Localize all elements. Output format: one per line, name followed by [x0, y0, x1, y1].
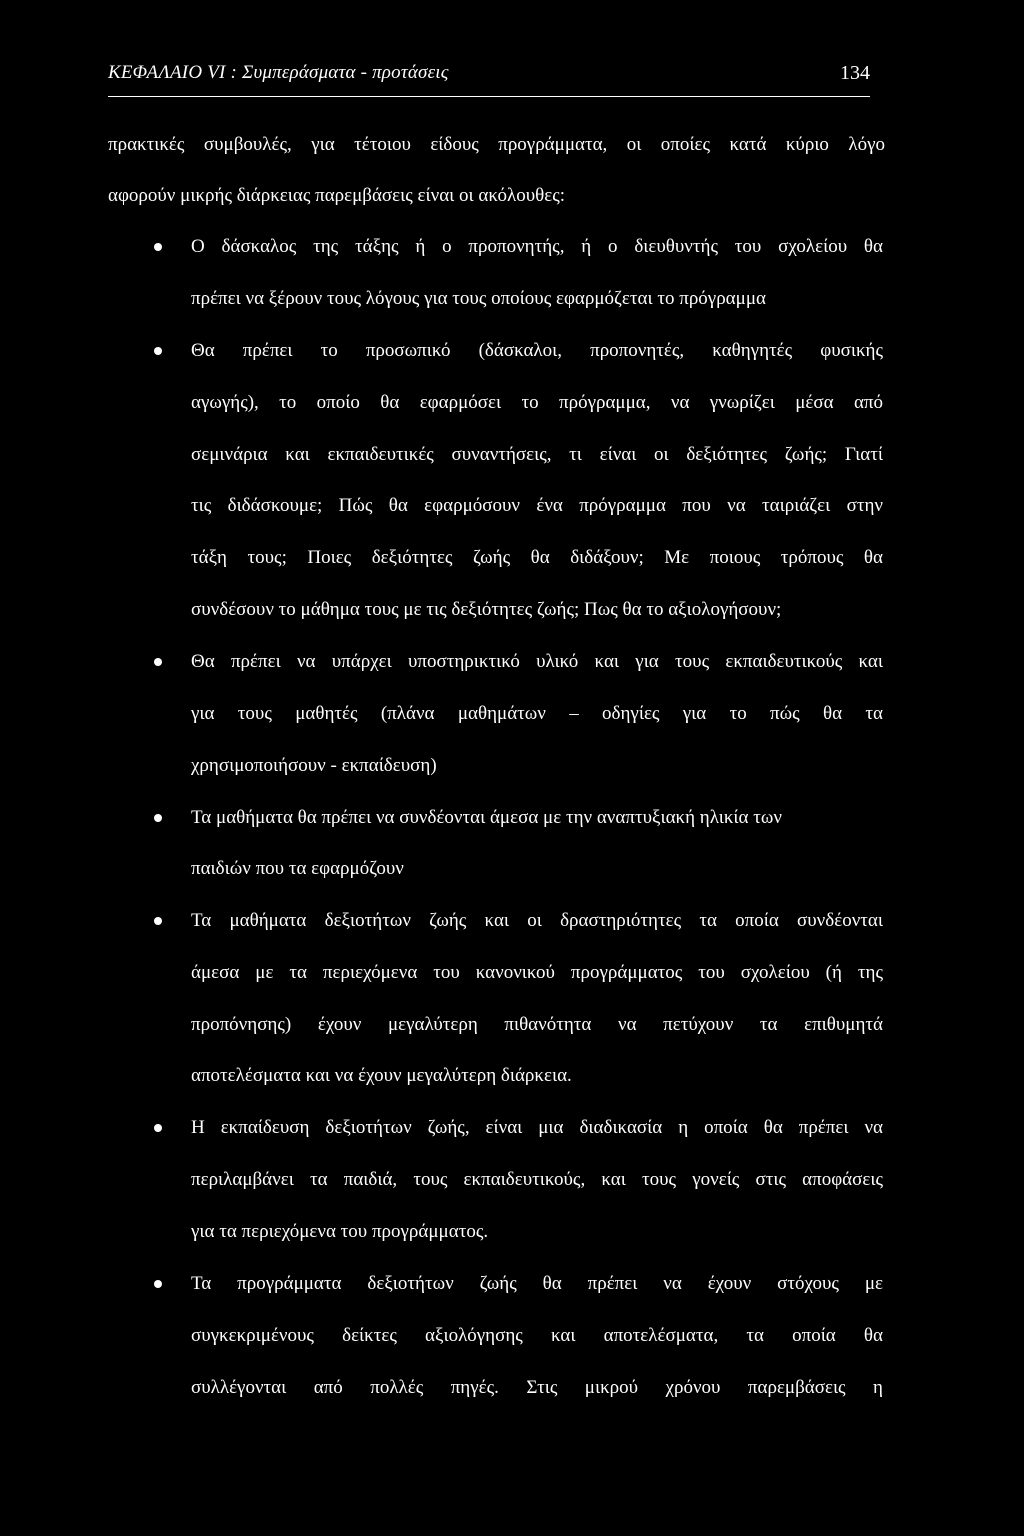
- bullet-icon: [154, 1124, 162, 1132]
- page-number: 134: [840, 62, 870, 84]
- bullet-line: προπόνησης) έχουν μεγαλύτερη πιθανότητα να πετύχουν τα επιθυμητά: [191, 1014, 883, 1035]
- bullet-line: συνδέσουν το μάθημα τους με τις δεξιότητες ζωής; Πως θα το αξιολογήσουν;: [191, 599, 782, 620]
- bullet-line: παιδιών που τα εφαρμόζουν: [191, 858, 404, 879]
- bullet-line: περιλαμβάνει τα παιδιά, τους εκπαιδευτικούς, και τους γονείς στις αποφάσεις: [191, 1169, 883, 1190]
- bullet-line: Θα πρέπει το προσωπικό (δάσκαλοι, προπονητές, καθηγητές φυσικής: [191, 340, 883, 361]
- bullet-line: Τα μαθήματα θα πρέπει να συνδέονται άμεσα με την αναπτυξιακή ηλικία των: [191, 807, 782, 828]
- intro-line: πρακτικές συμβουλές, για τέτοιου είδους προγράμματα, οι οποίες κατά κύριο λόγο: [108, 134, 885, 155]
- bullet-line: Τα προγράμματα δεξιοτήτων ζωής θα πρέπει να έχουν στόχους με: [191, 1273, 883, 1294]
- bullet-line: τις διδάσκουμε; Πώς θα εφαρμόσουν ένα πρόγραμμα που να ταιριάζει στην: [191, 495, 883, 516]
- bullet-line: τάξη τους; Ποιες δεξιότητες ζωής θα διδάξουν; Με ποιους τρόπους θα: [191, 547, 883, 568]
- bullet-line: άμεσα με τα περιεχόμενα του κανονικού προγράμματος του σχολείου (ή της: [191, 962, 883, 983]
- bullet-icon: [154, 917, 162, 925]
- bullet-line: αγωγής), το οποίο θα εφαρμόσει το πρόγραμμα, να γνωρίζει μέσα από: [191, 392, 883, 413]
- bullet-icon: [154, 658, 162, 666]
- intro-line: αφορούν μικρής διάρκειας παρεμβάσεις είναι οι ακόλουθες:: [108, 185, 566, 206]
- chapter-title: ΚΕΦΑΛΑΙΟ VI : Συμπεράσματα - προτάσεις: [108, 62, 449, 83]
- bullet-line: χρησιμοποιήσουν - εκπαίδευση): [191, 755, 437, 776]
- bullet-line: πρέπει να ξέρουν τους λόγους για τους οποίους εφαρμόζεται το πρόγραμμα: [191, 288, 766, 309]
- bullet-line: σεμινάρια και εκπαιδευτικές συναντήσεις, τι είναι οι δεξιότητες ζωής; Γιατί: [191, 444, 883, 465]
- bullet-line: Η εκπαίδευση δεξιοτήτων ζωής, είναι μια διαδικασία η οποία θα πρέπει να: [191, 1117, 883, 1138]
- bullet-icon: [154, 1280, 162, 1288]
- bullet-line: συλλέγονται από πολλές πηγές. Στις μικρού χρόνου παρεμβάσεις η: [191, 1377, 883, 1398]
- bullet-line: Τα μαθήματα δεξιοτήτων ζωής και οι δραστηριότητες τα οποία συνδέονται: [191, 910, 883, 931]
- bullet-line: για τους μαθητές (πλάνα μαθημάτων – οδηγίες για το πώς θα τα: [191, 703, 883, 724]
- page-header: [108, 62, 870, 98]
- header-divider: [108, 96, 870, 97]
- bullet-line: συγκεκριμένους δείκτες αξιολόγησης και αποτελέσματα, τα οποία θα: [191, 1325, 883, 1346]
- bullet-line: για τα περιεχόμενα του προγράμματος.: [191, 1221, 489, 1242]
- bullet-line: Ο δάσκαλος της τάξης ή ο προπονητής, ή ο διευθυντής του σχολείου θα: [191, 236, 883, 257]
- bullet-line: Θα πρέπει να υπάρχει υποστηρικτικό υλικό και για τους εκπαιδευτικούς και: [191, 651, 883, 672]
- bullet-icon: [154, 347, 162, 355]
- bullet-icon: [154, 243, 162, 251]
- bullet-icon: [154, 814, 162, 822]
- bullet-line: αποτελέσματα και να έχουν μεγαλύτερη διάρκεια.: [191, 1065, 572, 1086]
